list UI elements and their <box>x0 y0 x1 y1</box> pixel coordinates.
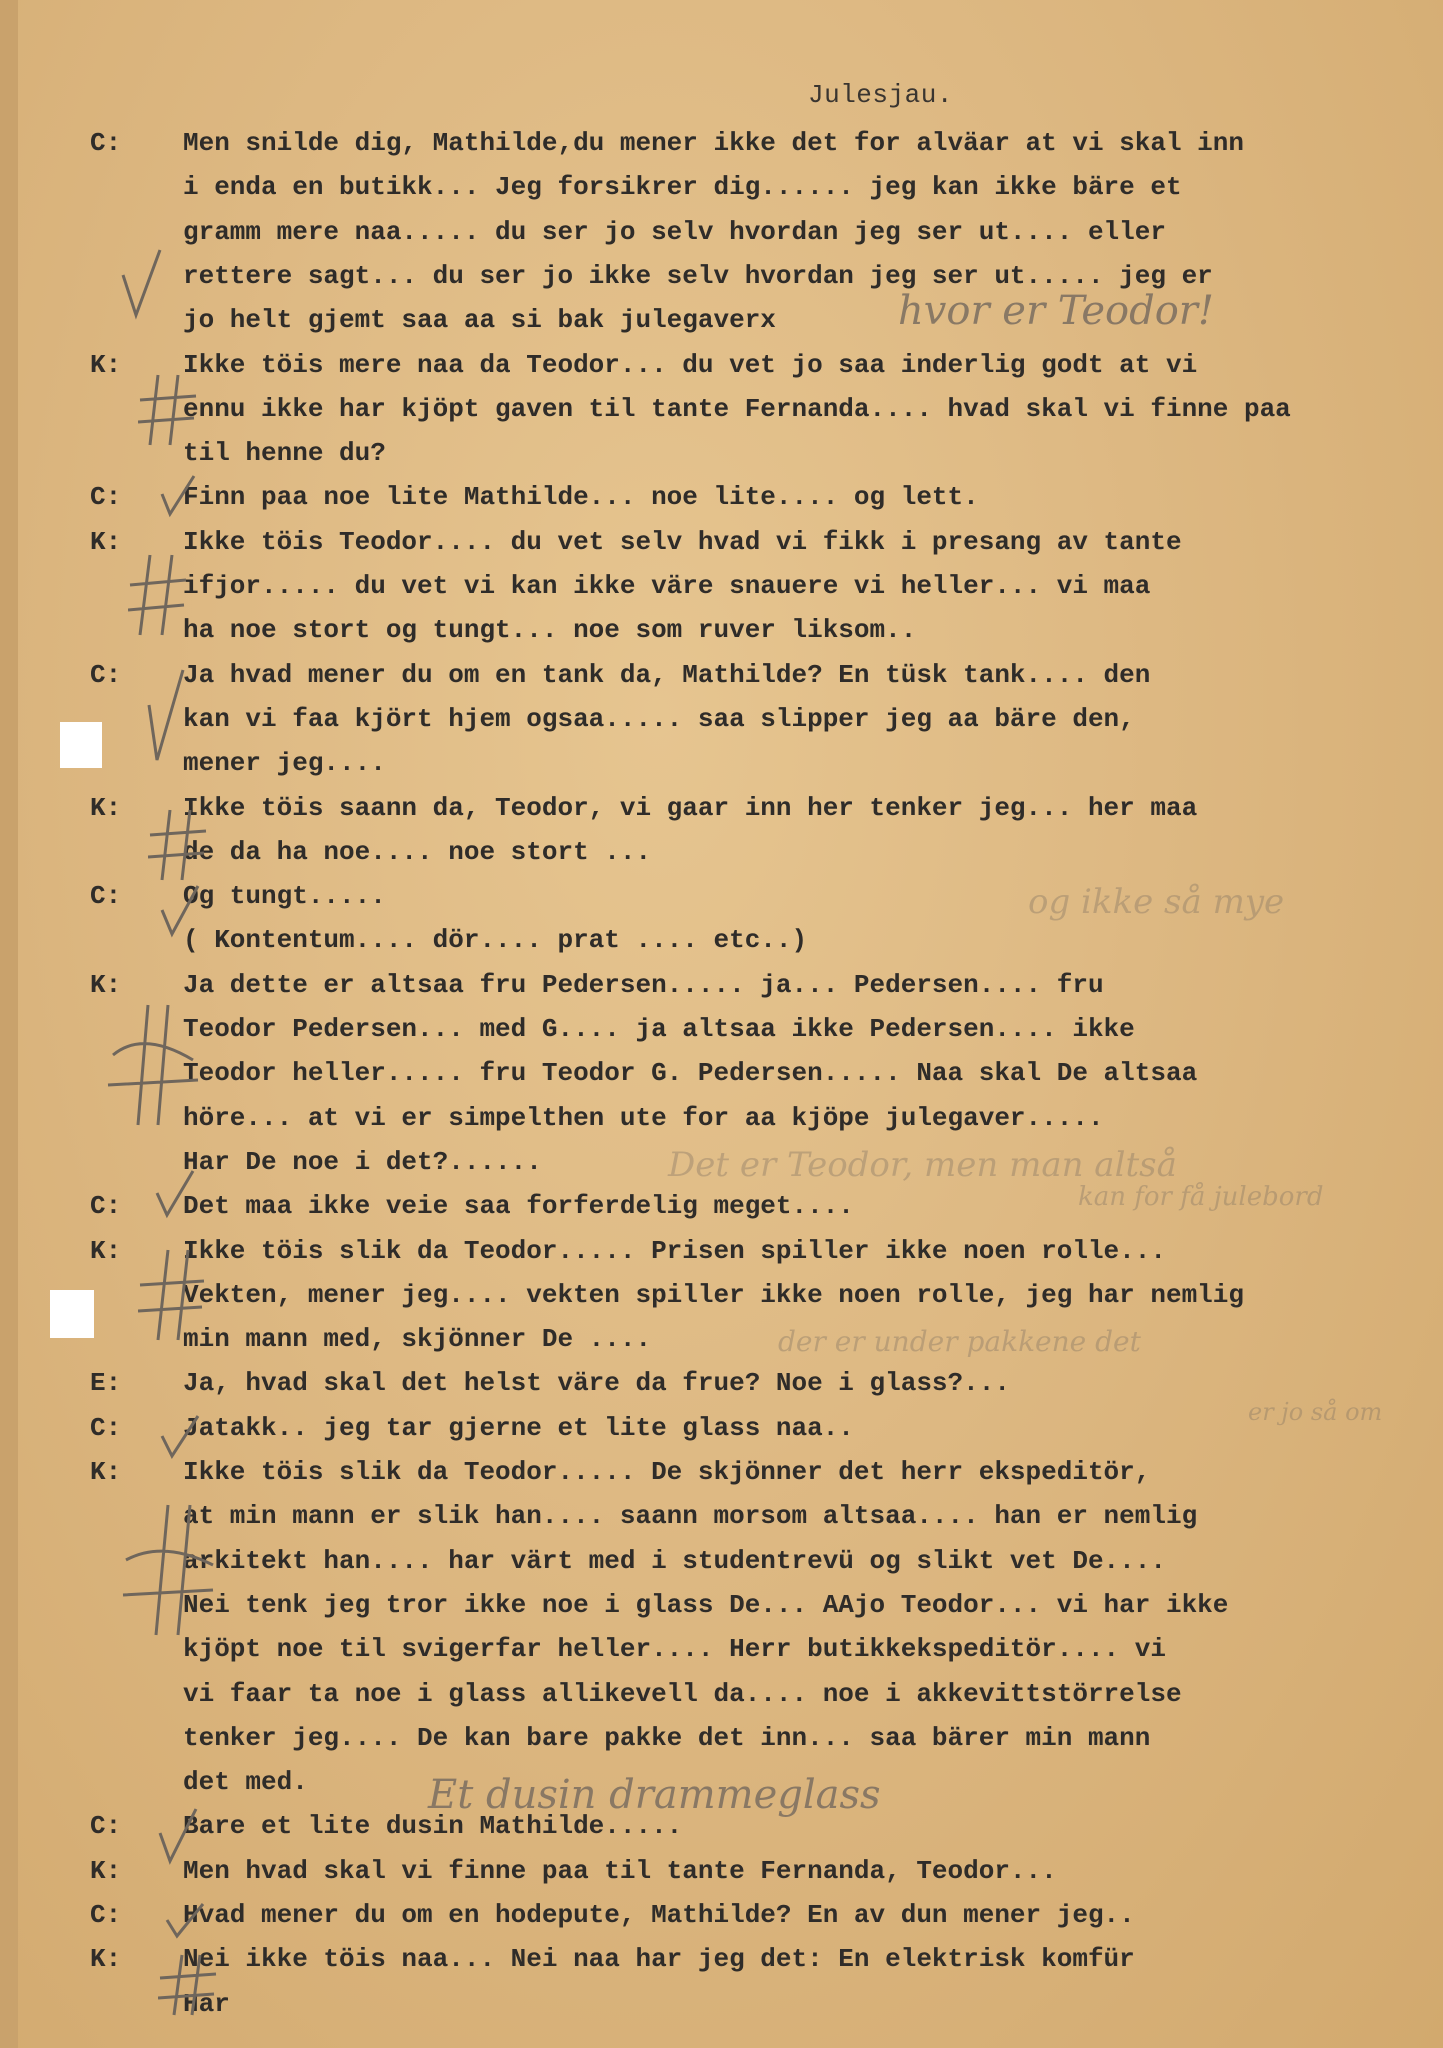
script-line <box>18 482 1443 518</box>
handwritten-note: er jo så om <box>1248 1398 1383 1426</box>
speaker-label: K: <box>90 349 122 380</box>
speaker-label: C: <box>90 1811 122 1842</box>
speaker-label: K: <box>90 1457 122 1487</box>
script-line <box>18 837 1443 873</box>
script-line <box>18 793 1443 829</box>
dialogue-text: Bare et lite dusin Mathilde..... <box>183 1811 683 1842</box>
dialogue-text: Ja hvad mener du om en tank da, Mathilde? En tüsk tank.... den <box>183 659 1151 690</box>
handwritten-note: kan for få julebord <box>1078 1182 1324 1212</box>
speaker-label: C: <box>90 659 122 690</box>
script-line <box>18 172 1443 208</box>
dialogue-text: Det maa ikke veie saa forferdelig meget.... <box>183 1191 854 1222</box>
dialogue-text: Ja dette er altsaa fru Pedersen..... ja... Pedersen.... fru <box>183 969 1104 1000</box>
dialogue-text: Og tungt..... <box>183 881 386 912</box>
check-mark-icon <box>143 665 188 765</box>
speaker-label: C: <box>90 1900 122 1930</box>
hash-mark-icon <box>138 370 198 450</box>
dialogue-text: Ikke töis slik da Teodor..... Prisen spiller ikke noen rolle... <box>183 1235 1166 1266</box>
speaker-label: K: <box>90 1855 122 1886</box>
dialogue-text: mener jeg.... <box>183 748 386 779</box>
hash-mark-icon <box>128 550 188 640</box>
hash-mark-icon <box>158 1950 218 2020</box>
handwritten-note: Det er Teodor, men man altså <box>668 1145 1177 1185</box>
script-line <box>18 438 1443 474</box>
script-line <box>18 748 1443 784</box>
script-line <box>18 1546 1443 1582</box>
dialogue-text: Vekten, mener jeg.... vekten spiller ikke noen rolle, jeg har nemlig <box>183 1279 1244 1310</box>
check-mark-icon <box>153 1165 198 1220</box>
dialogue-text: i enda en butikk... Jeg forsikrer dig...... jeg kan ikke bäre et <box>183 172 1182 203</box>
white-patch <box>50 1290 94 1338</box>
script-line <box>18 1014 1443 1050</box>
script-line <box>18 217 1443 253</box>
speaker-label: K: <box>90 1235 122 1266</box>
handwritten-note: og ikke så mye <box>1028 882 1285 922</box>
white-patch <box>60 722 102 768</box>
script-line <box>18 350 1443 386</box>
dialogue-text: Ikke töis mere naa da Teodor... du vet jo saa inderlig godt at vi <box>183 349 1198 380</box>
dialogue-text: min mann med, skjönner De .... <box>183 1324 652 1355</box>
dialogue-text: rettere sagt... du ser jo ikke selv hvordan jeg ser ut..... jeg er <box>183 260 1213 291</box>
speaker-label: C: <box>90 128 122 158</box>
check-mark-icon <box>158 470 198 520</box>
script-line <box>18 1989 1443 2025</box>
handwritten-note: hvor er Teodor! <box>898 288 1214 334</box>
script-line <box>18 527 1443 563</box>
dialogue-text: Ikke töis slik da Teodor..... De skjönner det herr ekspeditör, <box>183 1457 1151 1487</box>
dialogue-text: Ja, hvad skal det helst väre da frue? Noe i glass?... <box>183 1368 1010 1399</box>
hash-mark-icon <box>138 1245 208 1345</box>
dialogue-text: ifjor..... du vet vi kan ikke väre snauere vi heller... vi maa <box>183 571 1151 601</box>
script-line <box>18 615 1443 651</box>
script-line <box>18 1501 1443 1537</box>
script-line <box>18 1413 1443 1449</box>
script-line <box>18 394 1443 430</box>
document-page <box>18 0 1443 2048</box>
dialogue-text: Nei ikke töis naa... Nei naa har jeg det: En elektrisk komfür <box>183 1944 1135 1975</box>
dialogue-text: Teodor Pedersen... med G.... ja altsaa ikke Pedersen.... ikke <box>183 1014 1135 1044</box>
script-line <box>18 1457 1443 1493</box>
script-line <box>18 1280 1443 1316</box>
dialogue-text: Ikke töis Teodor.... du vet selv hvad vi fikk i presang av tante <box>183 526 1182 557</box>
dialogue-text: ( Kontentum.... dör.... prat .... etc..) <box>183 925 808 956</box>
dialogue-text: vi faar ta noe i glass allikevell da.... noe i akkevittstörrelse <box>183 1678 1182 1709</box>
script-line <box>18 660 1443 696</box>
dialogue-text: ennu ikke har kjöpt gaven til tante Fernanda.... hvad skal vi finne paa <box>183 393 1291 424</box>
dialogue-text: höre... at vi er simpelthen ute for aa kjöpe julegaver..... <box>183 1102 1104 1133</box>
speaker-label: K: <box>90 969 122 1000</box>
speaker-label: C: <box>90 1412 122 1443</box>
dialogue-text: kan vi faa kjört hjem ogsaa..... saa slipper jeg aa bäre den, <box>183 703 1135 734</box>
script-line <box>18 704 1443 740</box>
script-line <box>18 128 1443 164</box>
document-title: Julesjau. <box>808 80 953 110</box>
dialogue-text: Har De noe i det?...... <box>183 1146 542 1177</box>
script-line <box>18 1368 1443 1404</box>
dialogue-text: Nei tenk jeg tror ikke noe i glass De... AAjo Teodor... vi har ikke <box>183 1589 1229 1620</box>
dialogue-text: kjöpt noe til svigerfar heller.... Herr butikkekspeditör.... vi <box>183 1634 1166 1665</box>
check-mark-icon <box>158 880 203 940</box>
dialogue-text: Ikke töis saann da, Teodor, vi gaar inn her tenker jeg... her maa <box>183 792 1198 823</box>
script-line <box>18 1900 1443 1936</box>
script-line <box>18 1324 1443 1360</box>
script-line <box>18 925 1443 961</box>
dialogue-text: jo helt gjemt saa aa si bak julegaverx <box>183 305 776 336</box>
script-line <box>18 305 1443 341</box>
check-mark-icon <box>163 1900 208 1940</box>
dialogue-text: til henne du? <box>183 438 386 469</box>
script-line <box>18 1679 1443 1715</box>
dialogue-text: Hvad mener du om en hodepute, Mathilde? En av dun mener jeg.. <box>183 1900 1135 1930</box>
speaker-label: K: <box>90 792 122 823</box>
script-line <box>18 1723 1443 1759</box>
dialogue-text: Har <box>183 1988 230 2019</box>
script-line <box>18 1590 1443 1626</box>
handwritten-note: Et dusin drammeglass <box>428 1772 881 1818</box>
script-line <box>18 261 1443 297</box>
script-line <box>18 1058 1443 1094</box>
speaker-label: C: <box>90 881 122 912</box>
dialogue-text: Finn paa noe lite Mathilde... noe lite.... og lett. <box>183 482 979 513</box>
dialogue-text: at min mann er slik han.... saann morsom altsaa.... han er nemlig <box>183 1501 1198 1532</box>
dialogue-text: Jatakk.. jeg tar gjerne et lite glass naa.. <box>183 1412 854 1443</box>
speaker-label: K: <box>90 1944 122 1975</box>
script-line <box>18 1856 1443 1892</box>
speaker-label: C: <box>90 482 122 513</box>
hash-mark-icon <box>148 805 208 885</box>
dialogue-text: Teodor heller..... fru Teodor G. Pedersen..... Naa skal De altsaa <box>183 1058 1198 1089</box>
dialogue-text: det med. <box>183 1767 308 1798</box>
dialogue-text: Men hvad skal vi finne paa til tante Fernanda, Teodor... <box>183 1855 1057 1886</box>
speaker-label: C: <box>90 1191 122 1222</box>
dialogue-text: de da ha noe.... noe stort ... <box>183 836 652 867</box>
dialogue-text: Men snilde dig, Mathilde,du mener ikke det for alväar at vi skal inn <box>183 128 1244 158</box>
script-line <box>18 970 1443 1006</box>
dialogue-text: arkitekt han.... har värt med i studentrevü og slikt vet De.... <box>183 1545 1166 1576</box>
dialogue-text: tenker jeg.... De kan bare pakke det inn... saa bärer min mann <box>183 1722 1151 1753</box>
handwritten-note: der er under pakkene det <box>778 1325 1141 1358</box>
dialogue-text: gramm mere naa..... du ser jo selv hvordan jeg ser ut.... eller <box>183 216 1166 247</box>
check-mark-icon <box>118 245 168 325</box>
check-mark-icon <box>156 1805 201 1865</box>
dialogue-text: ha noe stort og tungt... noe som ruver liksom.. <box>183 615 917 646</box>
speaker-label: K: <box>90 526 122 557</box>
hash-mark-icon <box>103 1000 203 1130</box>
script-line <box>18 1103 1443 1139</box>
script-line <box>18 1634 1443 1670</box>
hash-mark-icon <box>118 1500 218 1640</box>
speaker-label: E: <box>90 1368 122 1399</box>
script-line <box>18 571 1443 607</box>
script-line <box>18 1944 1443 1980</box>
check-mark-icon <box>158 1410 203 1460</box>
script-line <box>18 1236 1443 1272</box>
